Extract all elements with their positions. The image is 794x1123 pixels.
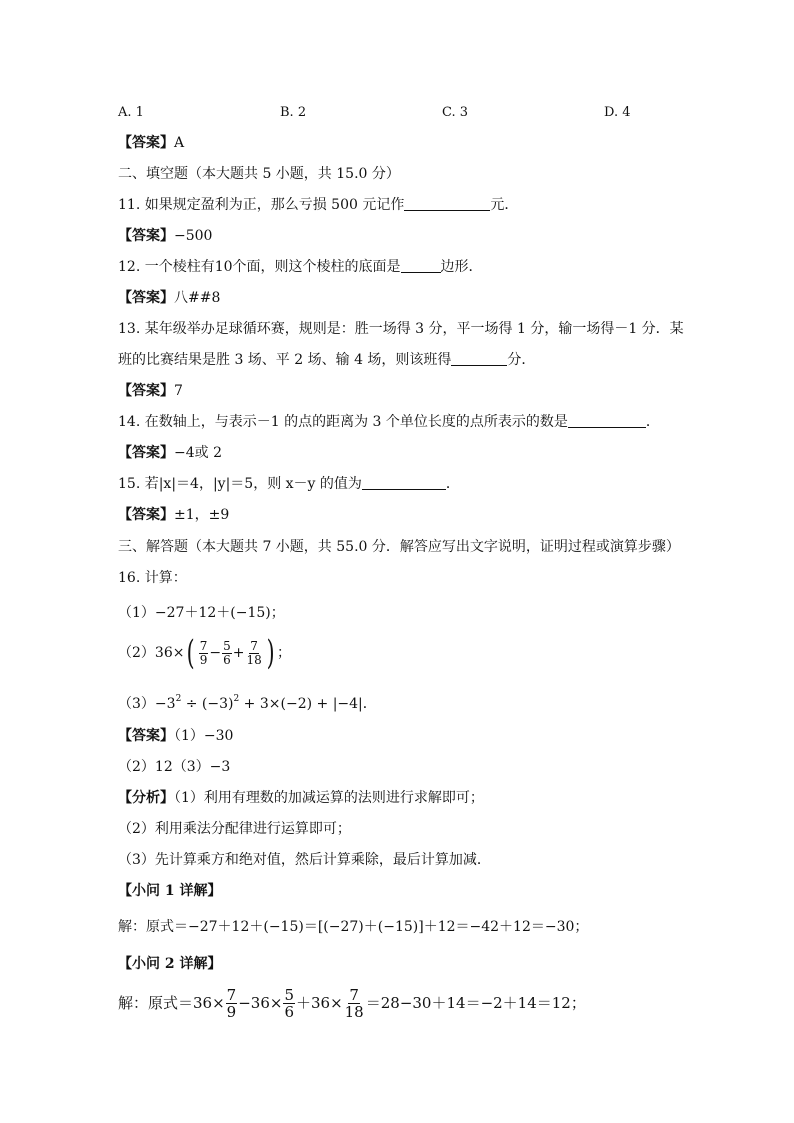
operator: ＋36× [295, 994, 343, 1012]
answer-label: 【答案】 [118, 228, 174, 244]
math-tail: ； [277, 645, 292, 661]
analysis-line-1 [118, 789, 484, 807]
answer-blank [401, 258, 441, 273]
question-tail: 分． [507, 352, 536, 368]
question-16-part-1 [118, 604, 285, 622]
answer-label: 【答案】 [118, 445, 174, 461]
answer-label: 【答案】 [118, 728, 174, 744]
fraction: $\frac{7}{9}$ [226, 985, 237, 1021]
section-2-heading: 二、填空题（本大题共 5 小题，共 15.0 分） [118, 166, 400, 182]
analysis-line-2: （2）利用乘法分配律进行运算即可； [118, 821, 351, 837]
answer-blank [404, 196, 490, 211]
answer-label: 【答案】 [118, 383, 174, 399]
option-b: B. 2 [280, 105, 307, 120]
question-16-part-3 [118, 690, 377, 713]
option-a: A. 1 [118, 105, 144, 120]
answer-13 [118, 382, 183, 400]
question-text: 11. 如果规定盈利为正，那么亏损 500 元记作 [118, 197, 405, 213]
answer-blank [568, 413, 646, 428]
math-lead: 36× [154, 645, 185, 661]
answer-16-line-1 [118, 727, 233, 745]
answer-label: 【答案】 [118, 135, 174, 151]
fraction: $\frac{7}{18}$ [246, 638, 262, 667]
math-expression: −27＋12＋(−15)； [154, 605, 285, 621]
question-15 [118, 475, 460, 493]
operator: −36× [238, 994, 283, 1012]
answer-value: ±1，±9 [174, 507, 230, 523]
math-term: −3 [154, 696, 176, 712]
fraction: $\frac{5}{6}$ [223, 638, 231, 667]
question-text: 15. 若|x|＝4，|y|＝5，则 x－y 的值为 [118, 476, 362, 492]
left-paren: ( [187, 633, 196, 673]
question-14 [118, 413, 660, 431]
question-tail: 元． [490, 197, 519, 213]
option-d: D. 4 [604, 105, 631, 120]
question-16-part-2 [118, 633, 291, 673]
question-tail: ． [645, 414, 660, 430]
question-13-line-1: 13. 某年级举办足球循环赛，规则是：胜一场得 3 分，平一场得 1 分，输一场得－1 分．某 [118, 321, 684, 337]
math-term: ÷ (−3) [181, 696, 234, 712]
analysis-line-3: （3）先计算乘方和绝对值，然后计算乘除，最后计算加减． [118, 852, 491, 868]
question-tail: 边形． [440, 259, 483, 275]
detail-2-body [118, 982, 586, 1024]
detail-1-title: 【小问 1 详解】 [118, 883, 222, 899]
question-11 [118, 196, 518, 214]
detail-1-body: 解：原式＝−27＋12＋(−15)＝[(−27)＋(−15)]＋12＝−42＋12＝−30； [118, 919, 589, 935]
exponent: 2 [233, 694, 240, 704]
section-3-heading: 三、解答题（本大题共 7 小题，共 55.0 分．解答应写出文字说明，证明过程或演算步骤） [118, 539, 680, 555]
answer-label: 【答案】 [118, 507, 174, 523]
fraction: $\frac{7}{18}$ [344, 985, 364, 1021]
answer-15 [118, 506, 229, 524]
fraction: $\frac{5}{6}$ [284, 985, 294, 1021]
question-text: 班的比赛结果是胜 3 场、平 2 场、输 4 场，则该班得 [118, 352, 452, 368]
part-label: （2） [118, 645, 155, 661]
question-tail: ． [445, 476, 460, 492]
answer-value: 八##8 [174, 290, 221, 306]
option-c: C. 3 [442, 105, 469, 120]
question-13-line-2 [118, 351, 535, 369]
answer-value: 7 [174, 383, 183, 399]
math-tail: ＝28−30＋14＝−2＋14＝12； [365, 994, 586, 1012]
answer-10 [118, 134, 184, 152]
question-16-title: 16. 计算： [118, 570, 187, 586]
fraction: $\frac{7}{9}$ [199, 638, 208, 667]
answer-value: （1）−30 [174, 728, 234, 744]
answer-blank [362, 475, 446, 490]
right-paren: ) [266, 633, 275, 673]
answer-14 [118, 444, 222, 462]
analysis-label: 【分析】 [118, 790, 174, 806]
detail-2-title: 【小问 2 详解】 [118, 956, 222, 972]
answer-11 [118, 227, 212, 245]
operator: + [232, 645, 245, 661]
operator: − [209, 645, 222, 661]
question-text: 14. 在数轴上，与表示－1 的点的距离为 3 个单位长度的点所表示的数是 [118, 414, 568, 430]
answer-blank [451, 351, 507, 366]
answer-16-line-2: （2）12（3）−3 [118, 759, 231, 775]
analysis-text: （1）利用有理数的加减运算的法则进行求解即可； [174, 790, 484, 806]
exponent: 2 [175, 694, 182, 704]
answer-value: A [174, 135, 185, 151]
answer-label: 【答案】 [118, 290, 174, 306]
answer-value: −4或 2 [174, 445, 222, 461]
question-text: 12. 一个棱柱有10个面，则这个棱柱的底面是 [118, 259, 401, 275]
part-label: （3） [118, 696, 155, 712]
answer-value: −500 [174, 228, 213, 244]
math-lead: 解：原式＝36× [118, 994, 225, 1012]
math-term: + 3×(−2) + |−4|． [239, 696, 377, 712]
question-12 [118, 258, 483, 276]
answer-12 [118, 289, 220, 307]
part-label: （1） [118, 605, 155, 621]
